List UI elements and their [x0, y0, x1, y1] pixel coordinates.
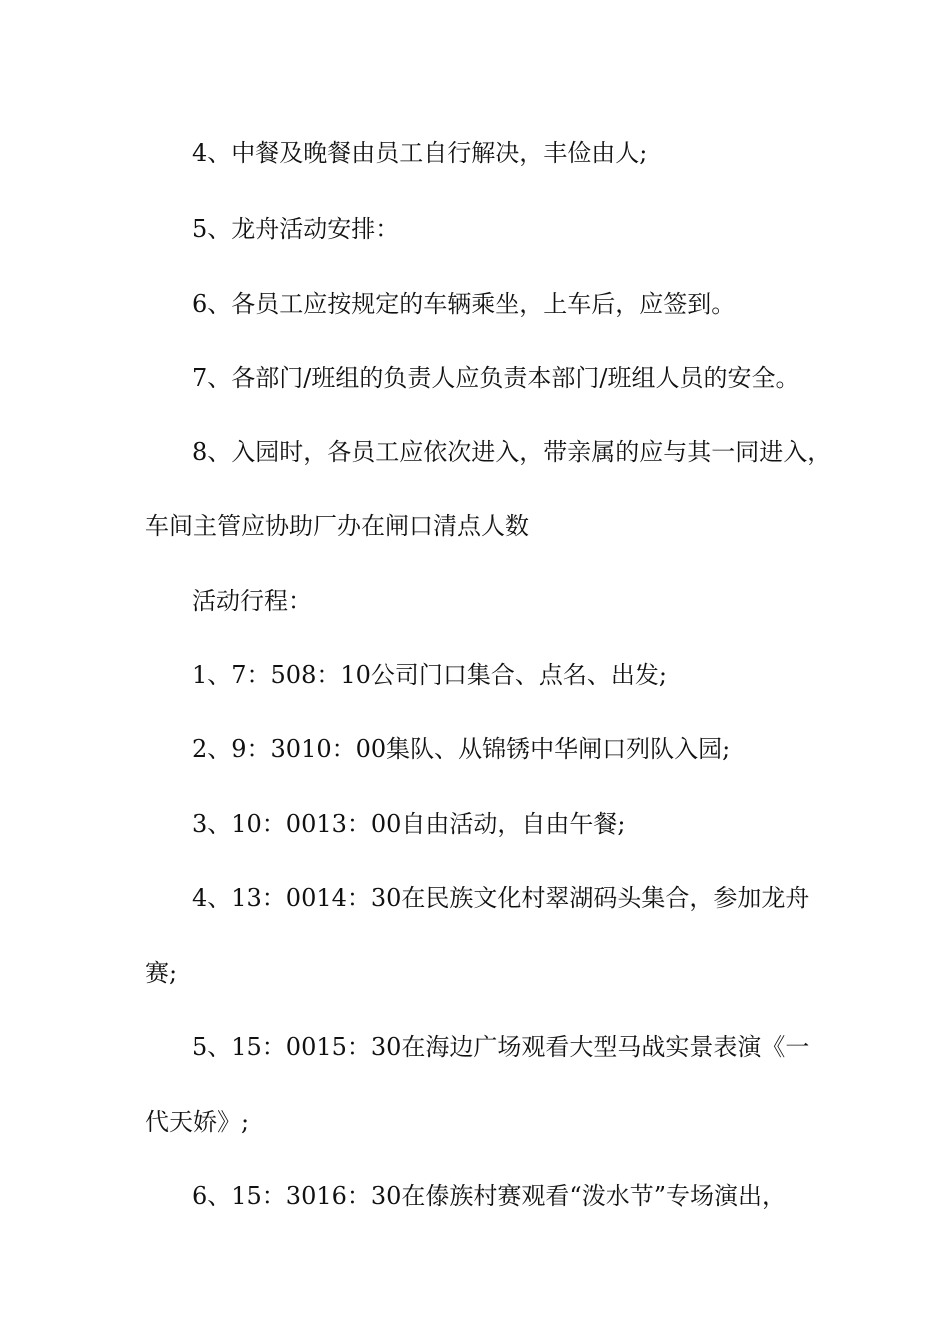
paragraph-line: 4、中餐及晚餐由员工自行解决，丰俭由人;	[192, 139, 648, 167]
paragraph-line: 8、入园时，各员工应依次进入，带亲属的应与其一同进入，	[192, 438, 832, 466]
paragraph-line: 5、龙舟活动安排：	[192, 215, 400, 243]
paragraph-line: 7、各部门/班组的负责人应负责本部门/班组人员的安全。	[192, 364, 800, 392]
section-heading: 活动行程：	[192, 587, 312, 615]
paragraph-line: 6、各员工应按规定的车辆乘坐，上车后，应签到。	[192, 290, 736, 318]
paragraph-continuation: 车间主管应协助厂办在闸口清点人数	[145, 512, 529, 540]
schedule-item: 2、9：3010：00集队、从锦锈中华闸口列队入园;	[192, 735, 731, 763]
schedule-item: 5、15：0015：30在海边广场观看大型马战实景表演《一	[192, 1033, 810, 1061]
schedule-item: 1、7：508：10公司门口集合、点名、出发;	[192, 661, 667, 689]
schedule-item: 3、10：0013：00自由活动，自由午餐;	[192, 810, 626, 838]
schedule-item-continuation: 赛;	[145, 959, 178, 987]
schedule-item: 6、15：3016：30在傣族村赛观看“泼水节”专场演出，	[192, 1182, 786, 1210]
schedule-item: 4、13：0014：30在民族文化村翠湖码头集合，参加龙舟	[192, 884, 810, 912]
schedule-item-continuation: 代天娇》;	[145, 1108, 250, 1136]
